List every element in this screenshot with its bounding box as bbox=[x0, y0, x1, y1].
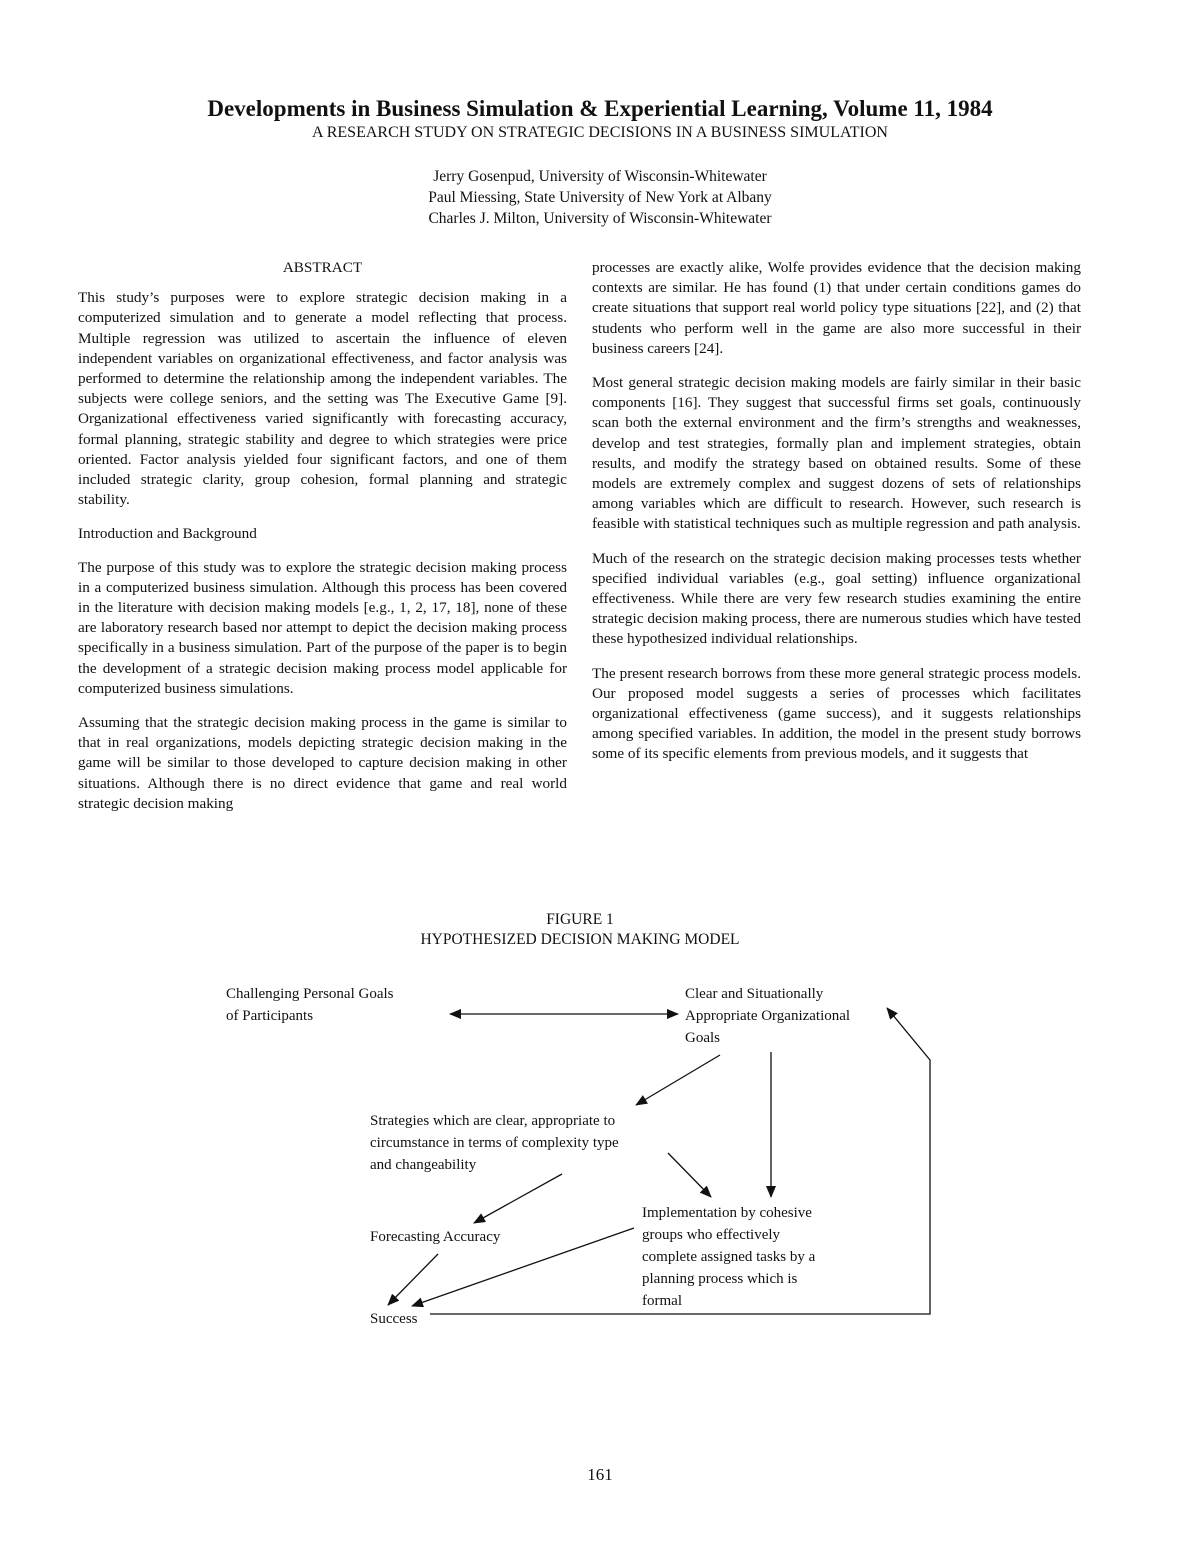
node-line: groups who effectively bbox=[642, 1227, 781, 1243]
node-line: planning process which is bbox=[642, 1271, 798, 1287]
body-paragraph: The purpose of this study was to explore the strategic decision making process in a computerized business simulation. Although this process has been covered in the literature with decision making models [e.g., 1, 2, 17, 18], none of these are laboratory research based nor attempt to depict the decision making process specifically in a business simulation. Part of the purpose of the paper is to begin the development of a strategic decision making process model applicable for computerized business simulations. bbox=[78, 558, 567, 697]
node-line: Challenging Personal Goals bbox=[226, 986, 394, 1002]
node-line: Goals bbox=[685, 1030, 720, 1046]
node-line: Success bbox=[370, 1311, 418, 1327]
node-line: complete assigned tasks by a bbox=[642, 1249, 816, 1265]
arrow-forecasting-success bbox=[388, 1254, 438, 1305]
arrow-goals-strategies bbox=[636, 1055, 720, 1105]
node-line: and changeability bbox=[370, 1157, 477, 1173]
node-line: Clear and Situationally bbox=[685, 986, 824, 1002]
feedback-success-to-goals bbox=[430, 1008, 930, 1314]
abstract-paragraph: This study’s purposes were to explore strategic decision making in a computerized simulation and to generate a model reflecting that process. Multiple regression was utilized to ascertain the influence of eleven independent variables on organizational effectiveness, and factor analysis was performed to determine the relationship among the independent variables. The subjects were college seniors, and the setting was The Executive Game [9]. Organizational effectiveness varied significantly with forecasting accuracy, formal planning, strategic stability and degree to which strategies were price oriented. Factor analysis yielded four significant factors, and one of them included strategic clarity, group cohesion, formal planning and strategic stability. bbox=[78, 289, 567, 509]
page-number: 161 bbox=[587, 1465, 613, 1484]
body-paragraph: The present research borrows from these more general strategic process models. Our proposed model suggests a series of processes which facilitates organizational effectiveness (game success), and it suggests relationships among specified variables. In addition, the model in the present study borrows some of its specific elements from previous models, and it suggests that bbox=[592, 664, 1081, 763]
figure-title: HYPOTHESIZED DECISION MAKING MODEL bbox=[420, 931, 740, 948]
node-line: Implementation by cohesive bbox=[642, 1205, 812, 1221]
figure-label: FIGURE 1 bbox=[546, 911, 614, 928]
arrow-strategies-implementation bbox=[668, 1153, 711, 1197]
node-line: Forecasting Accuracy bbox=[370, 1229, 501, 1245]
node-line: Strategies which are clear, appropriate to bbox=[370, 1113, 616, 1129]
arrow-strategies-forecasting bbox=[474, 1174, 562, 1223]
abstract-heading: ABSTRACT bbox=[282, 259, 363, 276]
author-line: Jerry Gosenpud, University of Wisconsin-Whitewater bbox=[433, 168, 767, 185]
body-paragraph: Assuming that the strategic decision making process in the game is similar to that in real organizations, models depicting strategic decision making in the game will be similar to those developed to capture decision making in other situations. Although there is no direct evidence that game and real world strategic decision making bbox=[78, 714, 567, 812]
node-line: of Participants bbox=[226, 1008, 314, 1024]
node-line: Appropriate Organizational bbox=[685, 1008, 851, 1024]
author-line: Paul Miessing, State University of New York at Albany bbox=[428, 189, 772, 206]
section-heading: Introduction and Background bbox=[78, 525, 257, 543]
node-line: circumstance in terms of complexity type bbox=[370, 1135, 619, 1151]
paper-title: A RESEARCH STUDY ON STRATEGIC DECISIONS IN A BUSINESS SIMULATION bbox=[312, 124, 888, 141]
body-paragraph: Most general strategic decision making models are fairly similar in their basic components [16]. They suggest that successful firms set goals, continuously scan both the external environment and the firm’s strengths and weaknesses, develop and test strategies, formally plan and implement strategies, obtain results, and modify the strategy based on obtained results. Some of these models are extremely complex and suggest dozens of sets of relationships among variables which are difficult to research. However, such research is feasible with statistical techniques such as multiple regression and path analysis. bbox=[592, 374, 1081, 533]
arrow-implementation-success bbox=[412, 1228, 634, 1306]
body-paragraph: processes are exactly alike, Wolfe provides evidence that the decision making contexts are similar. He has found (1) that under certain conditions games do create situations that support real world policy type situations [22], and (2) that students who perform well in the game are also more successful in their business careers [24]. bbox=[592, 259, 1081, 357]
node-line: formal bbox=[642, 1293, 682, 1309]
body-paragraph: Much of the research on the strategic decision making processes tests whether specified individual variables (e.g., goal setting) influence organizational effectiveness. While there are very few research studies examining the entire strategic decision making process, there are numerous studies which have tested these hypothesized individual relationships. bbox=[592, 549, 1081, 648]
journal-title: Developments in Business Simulation & Experiential Learning, Volume 11, 1984 bbox=[207, 96, 993, 121]
author-line: Charles J. Milton, University of Wisconsin-Whitewater bbox=[428, 210, 772, 227]
